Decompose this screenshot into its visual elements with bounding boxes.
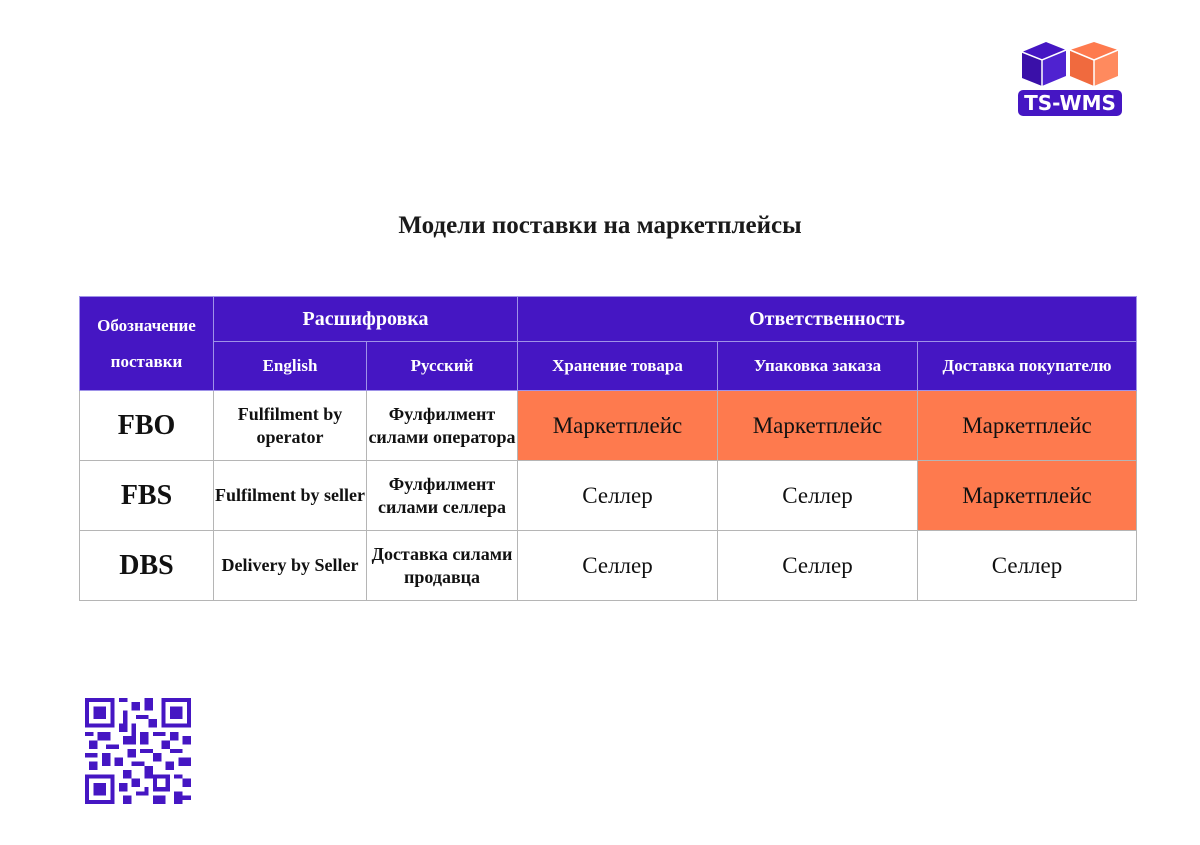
header-responsibility: Ответственность — [518, 297, 1137, 342]
page-title: Модели поставки на маркетплейсы — [398, 212, 802, 239]
row-storage: Селлер — [518, 531, 718, 601]
header-decoding: Расшифровка — [214, 297, 518, 342]
header-row-2 — [80, 342, 1137, 391]
header-delivery: Доставка покупателю — [918, 342, 1137, 391]
row-delivery: Селлер — [918, 531, 1137, 601]
row-english: Fulfilment by seller — [214, 461, 367, 531]
row-english: Fulfilment by operator — [214, 391, 367, 461]
ts-wms-logo — [1016, 38, 1126, 118]
orange-box-icon — [1070, 42, 1118, 86]
delivery-models-table — [79, 296, 1137, 601]
header-code: Обозначение поставки — [80, 297, 214, 391]
row-delivery: Маркетплейс — [918, 461, 1137, 531]
table-row — [80, 461, 1137, 531]
row-russian: Доставка силами продавца — [367, 531, 518, 601]
row-packing: Селлер — [718, 461, 918, 531]
header-row-1 — [80, 297, 1137, 342]
svg-text:TS-WMS: TS-WMS — [1024, 91, 1116, 115]
header-packing: Упаковка заказа — [718, 342, 918, 391]
table-row — [80, 531, 1137, 601]
row-russian: Фулфилмент силами оператора — [367, 391, 518, 461]
table-row — [80, 391, 1137, 461]
row-delivery: Маркетплейс — [918, 391, 1137, 461]
row-storage: Селлер — [518, 461, 718, 531]
purple-box-icon — [1022, 42, 1066, 86]
row-code: DBS — [80, 531, 214, 601]
row-packing: Маркетплейс — [718, 391, 918, 461]
row-packing: Селлер — [718, 531, 918, 601]
qr-code-icon[interactable] — [85, 698, 191, 804]
row-code: FBS — [80, 461, 214, 531]
header-english: English — [214, 342, 367, 391]
header-russian: Русский — [367, 342, 518, 391]
row-english: Delivery by Seller — [214, 531, 367, 601]
header-storage: Хранение товара — [518, 342, 718, 391]
row-russian: Фулфилмент силами селлера — [367, 461, 518, 531]
row-storage: Маркетплейс — [518, 391, 718, 461]
row-code: FBO — [80, 391, 214, 461]
